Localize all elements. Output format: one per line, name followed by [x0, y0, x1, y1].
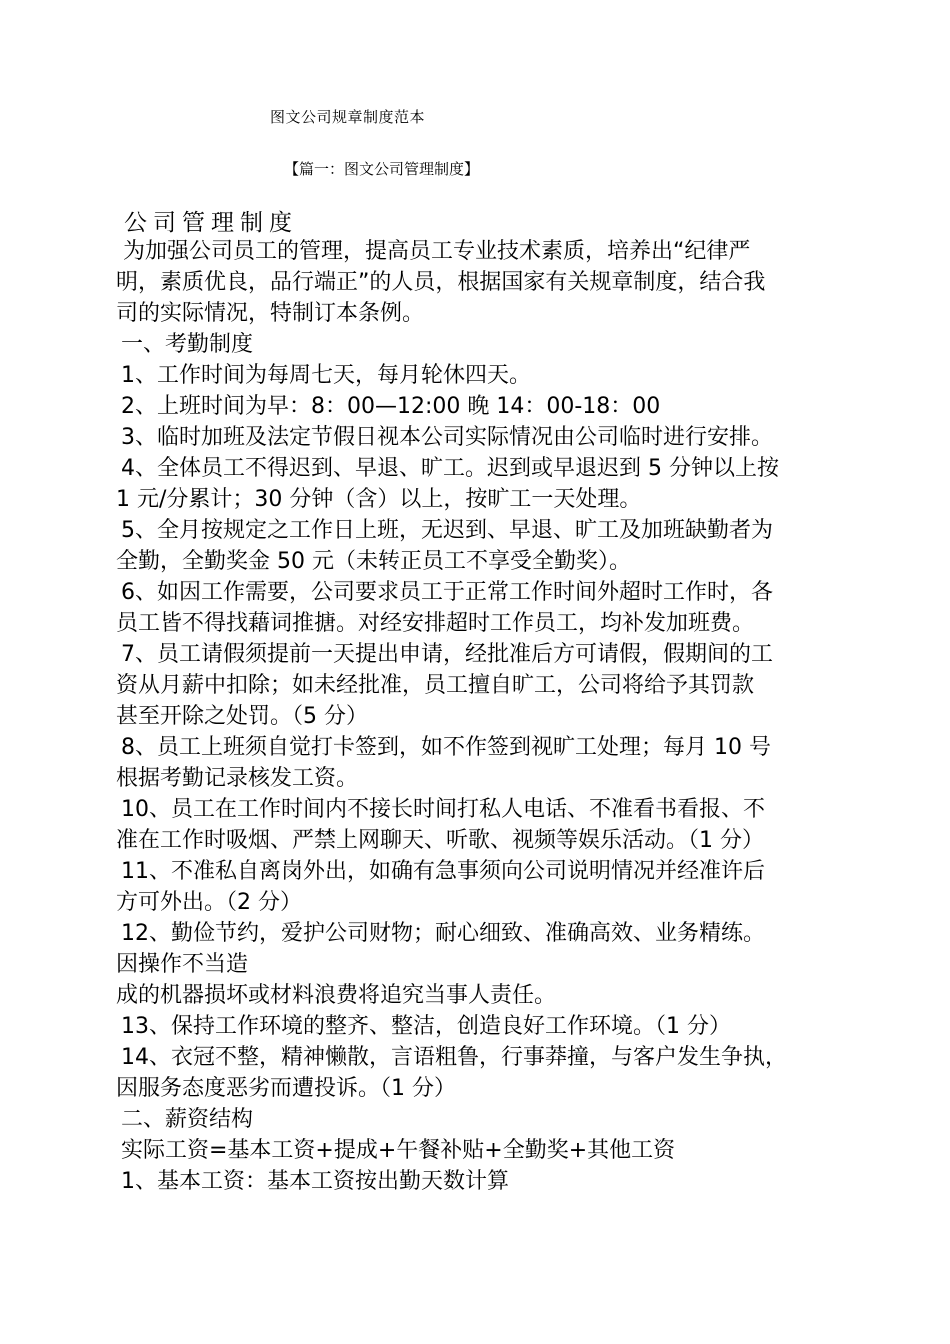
rule-line: 成的机器损坏或材料浪费将追究当事人责任。 [116, 983, 557, 1008]
rule-line: 根据考勤记录核发工资。 [116, 766, 359, 791]
section-title-attendance: 一、考勤制度 [121, 332, 254, 357]
rule-line: 资从月薪中扣除；如未经批准，员工擅自旷工，公司将给予其罚款 [116, 673, 755, 698]
rule-line: 13、保持工作环境的整齐、整洁，创造良好工作环境。（1 分） [121, 1014, 731, 1039]
rule-line: 全勤，全勤奖金 50 元（未转正员工不享受全勤奖）。 [116, 549, 631, 574]
rule-line: 甚至开除之处罚。（5 分） [116, 704, 368, 729]
document-title: 图文公司规章制度范本 [270, 108, 426, 126]
rule-line: 4、全体员工不得迟到、早退、旷工。迟到或早退迟到 5 分钟以上按 [121, 456, 779, 481]
rule-line: 7、员工请假须提前一天提出申请，经批准后方可请假，假期间的工 [121, 642, 773, 667]
intro-line: 明，素质优良，品行端正”的人员，根据国家有关规章制度，结合我 [116, 270, 766, 295]
rule-line: 11、不准私自离岗外出，如确有急事须向公司说明情况并经准许后 [121, 859, 765, 884]
rule-line: 准在工作时吸烟、严禁上网聊天、听歌、视频等娱乐活动。（1 分） [116, 828, 764, 853]
document-body [116, 236, 836, 1197]
section-heading: 公司管理制度 [124, 210, 298, 236]
salary-formula: 实际工资=基本工资+提成+午餐补贴+全勤奖+其他工资 [121, 1138, 676, 1163]
document-subtitle: 【篇一：图文公司管理制度】 [284, 160, 480, 178]
rule-line: 方可外出。（2 分） [116, 890, 302, 915]
rule-line: 3、临时加班及法定节假日视本公司实际情况由公司临时进行安排。 [121, 425, 773, 450]
rule-line: 因服务态度恶劣而遭投诉。（1 分） [116, 1076, 456, 1101]
rule-line: 因操作不当造 [116, 952, 249, 977]
intro-line: 司的实际情况，特制订本条例。 [116, 301, 425, 326]
rule-line: 2、上班时间为早：8：00—12:00 晚 14：00-18：00 [121, 394, 661, 419]
rule-line: 1 元/分累计；30 分钟（含）以上，按旷工一天处理。 [116, 487, 642, 512]
salary-item: 1、基本工资：基本工资按出勤天数计算 [121, 1169, 509, 1194]
intro-line: 为加强公司员工的管理，提高员工专业技术素质，培养出“纪律严 [116, 239, 751, 264]
rule-line: 12、勤俭节约，爱护公司财物；耐心细致、准确高效、业务精练。 [121, 921, 765, 946]
rule-line: 10、员工在工作时间内不接长时间打私人电话、不准看书看报、不 [121, 797, 765, 822]
rule-line: 8、员工上班须自觉打卡签到，如不作签到视旷工处理；每月 10 号 [121, 735, 771, 760]
section-title-salary: 二、薪资结构 [121, 1107, 254, 1132]
rule-line: 14、衣冠不整，精神懒散，言语粗鲁，行事莽撞，与客户发生争执， [121, 1045, 787, 1070]
rule-line: 5、全月按规定之工作日上班，无迟到、早退、旷工及加班缺勤者为 [121, 518, 773, 543]
rule-line: 6、如因工作需要，公司要求员工于正常工作时间外超时工作时，各 [121, 580, 773, 605]
rule-line: 1、工作时间为每周七天，每月轮休四天。 [121, 363, 531, 388]
rule-line: 员工皆不得找藉词推搪。对经安排超时工作员工，均补发加班费。 [116, 611, 755, 636]
